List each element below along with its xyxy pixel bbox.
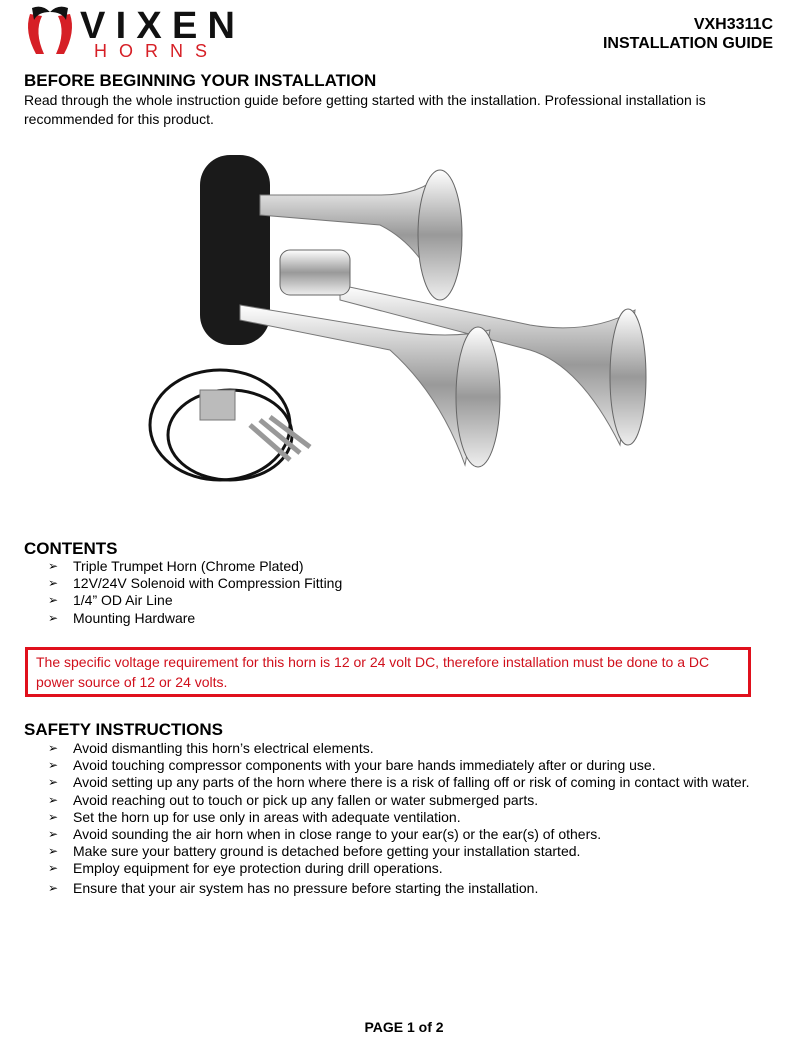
arrow-bullet-icon: ➢ [48, 880, 59, 895]
contents-list [48, 558, 342, 627]
list-item: ➢ Avoid setting up any parts of the horn where there is a risk of falling off or risk of coming in contact with water. [48, 774, 750, 791]
arrow-bullet-icon: ➢ [48, 758, 59, 773]
list-item: ➢ Triple Trumpet Horn (Chrome Plated) [48, 558, 304, 574]
arrow-bullet-icon: ➢ [48, 593, 59, 608]
before-text: Read through the whole instruction guide before getting started with the installation. Professional installation is recommended for this product. [24, 92, 706, 127]
list-item: ➢ Avoid sounding the air horn when in close range to your ear(s) or the ear(s) of others. [48, 826, 602, 843]
safety-heading: SAFETY INSTRUCTIONS [24, 720, 223, 739]
list-item: ➢ Employ equipment for eye protection during drill operations. [48, 860, 443, 877]
list-item: ➢ Make sure your battery ground is detached before getting your installation started. [48, 843, 581, 860]
list-item: ➢ 12V/24V Solenoid with Compression Fitting [48, 575, 343, 592]
voltage-warning-box: The specific voltage requirement for this horn is 12 or 24 volt DC, therefore installation must be done to a DC power source of 12 or 24 volts. [25, 647, 751, 697]
doc-title: INSTALLATION GUIDE [602, 35, 773, 52]
before-heading: BEFORE BEGINNING YOUR INSTALLATION [24, 71, 377, 90]
header-block [603, 15, 773, 53]
arrow-bullet-icon: ➢ [48, 844, 59, 859]
list-item: ➢ Avoid touching compressor components with your bare hands immediately after or during use. [48, 757, 656, 774]
page-number: PAGE 1 of 2 [364, 1019, 444, 1035]
arrow-bullet-icon: ➢ [48, 792, 59, 807]
vixen-horns-logo [22, 2, 242, 60]
list-item: ➢ Mounting Hardware [48, 609, 196, 626]
list-item: ➢ Avoid dismantling this horn’s electrical elements. [48, 740, 374, 756]
arrow-bullet-icon: ➢ [48, 576, 59, 591]
list-item: ➢ Avoid reaching out to touch or pick up any fallen or water submerged parts. [48, 791, 539, 808]
list-item: ➢ Ensure that your air system has no pressure before starting the installation. [48, 879, 539, 896]
arrow-bullet-icon: ➢ [48, 775, 59, 790]
arrow-bullet-icon: ➢ [48, 741, 59, 755]
arrow-bullet-icon: ➢ [48, 809, 59, 824]
list-item: ➢ 1/4” OD Air Line [48, 592, 173, 609]
contents-heading: CONTENTS [24, 539, 118, 558]
model-number: VXH3311C [693, 16, 773, 33]
safety-list [48, 740, 750, 898]
arrow-bullet-icon: ➢ [48, 559, 59, 573]
svg-text:VIXEN: VIXEN [80, 5, 235, 47]
arrow-bullet-icon: ➢ [48, 610, 59, 625]
svg-text:HORNS: HORNS [94, 41, 220, 60]
arrow-bullet-icon: ➢ [48, 827, 59, 842]
arrow-bullet-icon: ➢ [48, 861, 59, 876]
list-item: ➢ Set the horn up for use only in areas with adequate ventilation. [48, 808, 461, 825]
horn-product-photo [140, 135, 660, 515]
